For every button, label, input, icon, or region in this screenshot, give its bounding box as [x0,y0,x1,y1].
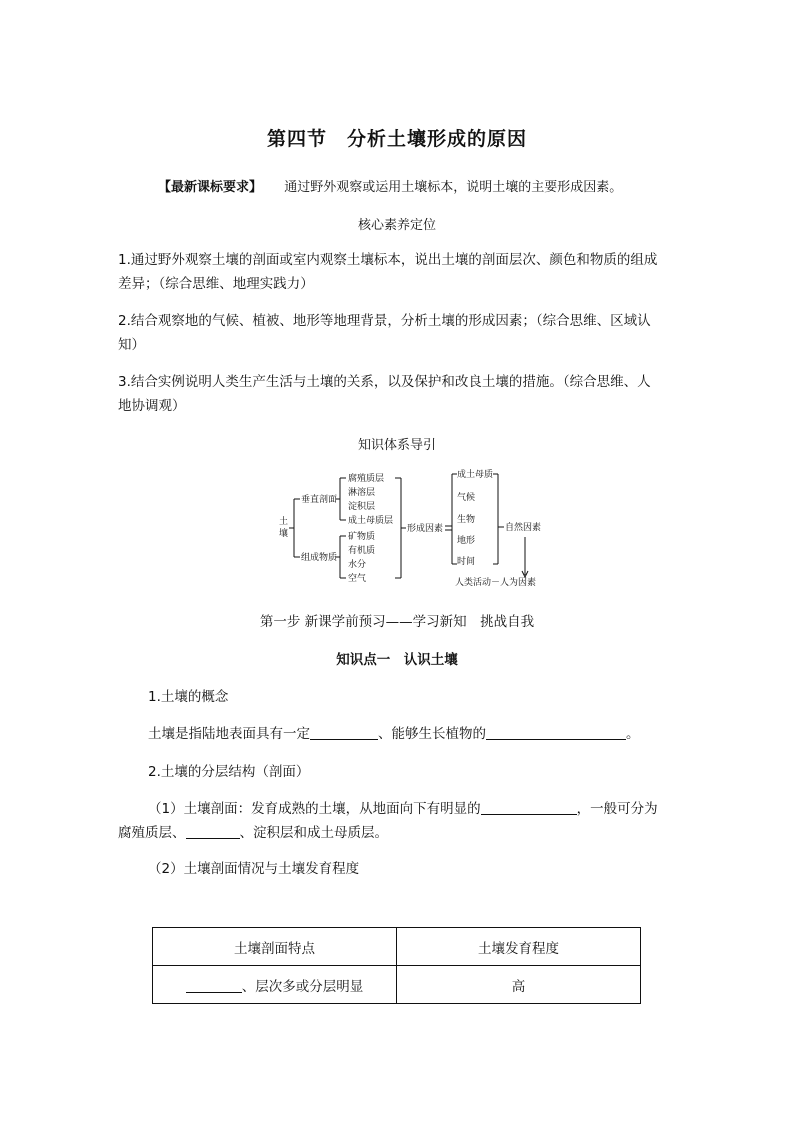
diagram-factor-item-1: 成土母质 [457,470,494,480]
diagram-human-label: 人类活动－人为因素 [455,578,537,588]
diagram-factor-item-3: 生物 [457,515,476,525]
diagram-factor-item-5: 时间 [457,557,476,567]
table-header-row [153,928,641,966]
blank-field[interactable] [186,824,240,839]
diagram-material-item-4: 空气 [348,574,367,584]
diagram-material-item-2: 有机质 [348,546,376,556]
table-row [153,966,641,1004]
section-2-heading: 2.土壤的分层结构（剖面） [148,764,310,780]
diagram-root-char-2: 壤 [279,529,289,539]
s2-p1-c: 腐殖质层、 [118,825,186,841]
core-item-2-line2: 知） [118,337,145,353]
table-cell-text: 、层次多或分层明显 [241,978,364,995]
diagram-branch-profile: 垂直剖面 [301,495,338,505]
diagram-root-char-1: 土 [279,517,289,527]
knowledge-system-heading: 知识体系导引 [357,438,436,453]
requirement-text: 通过野外观察或运用土壤标本，说明土壤的主要形成因素。 [284,180,623,195]
core-literacy-heading: 核心素养定位 [357,218,436,233]
blank-field[interactable] [481,800,577,815]
section-2-para-1-line1 [148,797,658,817]
s1-text-c: 。 [626,726,640,742]
blank-field[interactable] [486,725,626,740]
core-item-1-line2: 差异；（综合思维、地理实践力） [118,276,314,292]
step-heading: 第一步 新课学前预习——学习新知 挑战自我 [259,614,535,630]
core-item-3 [118,370,678,418]
diagram-factor-item-2: 气候 [457,493,476,503]
section-1-heading: 1.土壤的概念 [148,689,229,705]
diagram-factors-label: 形成因素 [407,524,444,534]
s2-p1-d: 、淀积层和成土母质层。 [239,825,388,841]
core-item-2 [118,309,678,357]
core-item-3-line1: 3.结合实例说明人类生产生活与土壤的关系，以及保护和改良土壤的措施。（综合思维、人 [118,374,651,390]
diagram-factor-item-4: 地形 [457,536,476,546]
diagram-natural-label: 自然因素 [505,523,542,533]
requirement-label: 【最新课标要求】 [158,180,263,195]
s2-p1-b: ，一般可分为 [576,801,658,817]
s2-p1-a: （1）土壤剖面：发育成熟的土壤，从地面向下有明显的 [148,801,481,817]
section-2-para-1-line2 [118,821,388,841]
core-item-1-line1: 1.通过野外观察土壤的剖面或室内观察土壤标本，说出土壤的剖面层次、颜色和物质的组成 [118,252,658,268]
profile-development-table [152,927,641,1004]
table-header-cell: 土壤剖面特点 [153,928,397,966]
section-2-para-2: （2）土壤剖面情况与土壤发育程度 [148,861,360,877]
knowledge-diagram [270,465,560,593]
core-item-1 [118,248,678,296]
diagram-profile-item-3: 淀积层 [348,502,376,512]
blank-field[interactable] [186,978,242,993]
diagram-branch-material: 组成物质 [301,553,338,563]
diagram-profile-item-2: 淋溶层 [348,488,376,498]
core-item-2-line1: 2.结合观察地的气候、植被、地形等地理背景，分析土壤的形成因素；（综合思维、区域认 [118,313,651,329]
table-header-cell: 土壤发育程度 [397,928,641,966]
table-cell [153,966,397,1004]
s1-text-b: 、能够生长植物的 [378,726,486,742]
table-cell: 高 [397,966,641,1004]
blank-field[interactable] [310,725,378,740]
diagram-profile-item-1: 腐殖质层 [348,474,385,484]
diagram-material-item-1: 矿物质 [348,532,376,542]
diagram-material-item-3: 水分 [348,560,367,570]
core-item-3-line2: 地协调观） [118,398,186,414]
diagram-profile-item-4: 成土母质层 [348,516,394,526]
section-1-text [148,722,640,742]
curriculum-requirement [158,176,622,195]
knowledge-point-heading: 知识点一 认识土壤 [336,652,458,668]
page-title: 第四节 分析土壤形成的原因 [266,128,527,150]
s1-text-a: 土壤是指陆地表面具有一定 [148,726,310,742]
